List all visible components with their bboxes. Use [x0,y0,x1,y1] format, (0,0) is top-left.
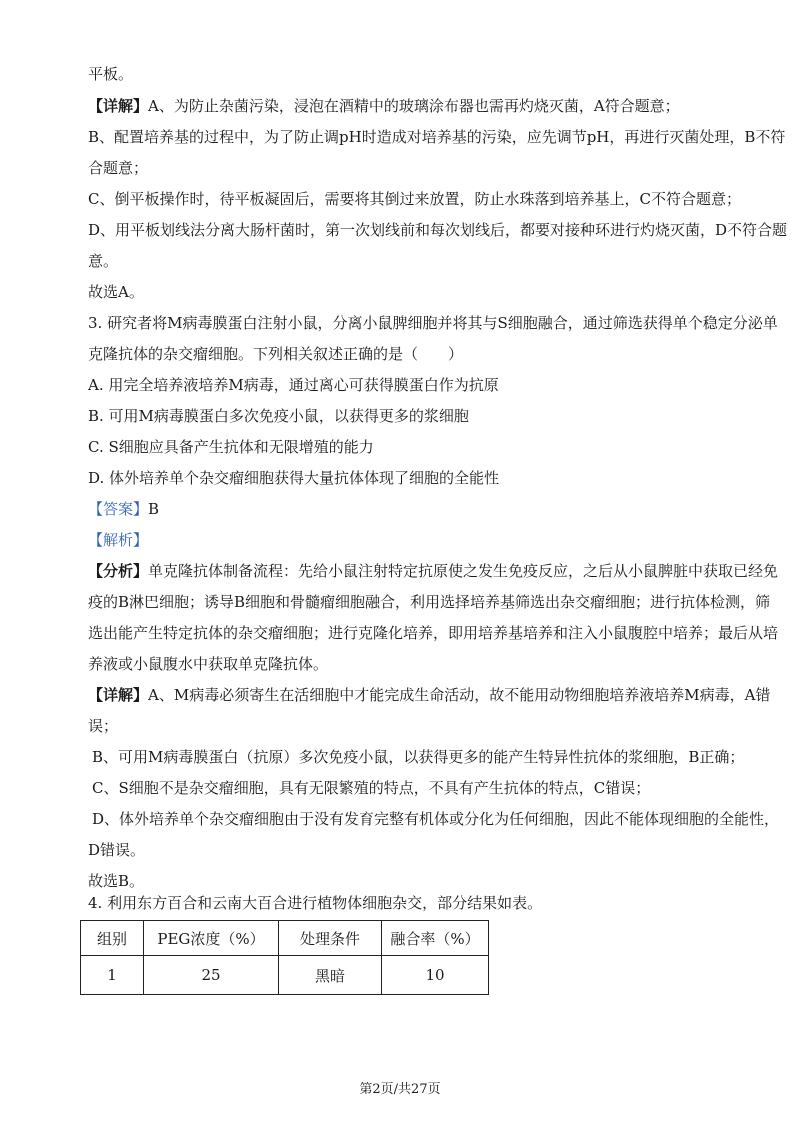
answer-tag: 【答案】 [88,500,149,518]
text-line: C、倒平板操作时，待平板凝固后，需要将其倒过来放置，防止水珠落到培养基上，C不符合题意； [88,190,741,208]
text-line: 平板。 [88,65,134,83]
question-3-stem: 克隆抗体的杂交瘤细胞。下列相关叙述正确的是（ ） [88,345,464,363]
table-cell: 10 [382,956,489,995]
text-line: 选出能产生特定抗体的杂交瘤细胞；进行克隆化培养，即用培养基培养和注入小鼠腹腔中培养；最后从培 [88,624,779,642]
table-cell: 1 [81,956,144,995]
text-line: 故选A。 [88,283,144,301]
page-footer: 第2页/共27页 [359,1082,441,1097]
fenxi-tag: 【分析】 [88,562,149,580]
table-header-cell: 处理条件 [279,921,382,956]
detail-tag: 【详解】 [88,97,149,115]
text-span: A、M病毒必须寄生在活细胞中才能完成生命活动，故不能用动物细胞培养液培养M病毒，A错 [148,686,771,704]
option-c: C. S细胞应具备产生抗体和无限增殖的能力 [88,438,374,456]
text-line: 故选B。 [88,872,145,890]
text-line: D、用平板划线法分离大肠杆菌时，第一次划线前和每次划线后，都要对接种环进行灼烧灭菌，D不符合题 [88,221,788,239]
text-span: A、为防止杂菌污染，浸泡在酒精中的玻璃涂布器也需再灼烧灭菌，A符合题意； [148,97,680,115]
option-a: A. 用完全培养液培养M病毒，通过离心可获得膜蛋白作为抗原 [88,376,499,394]
text-line: 合题意； [88,159,149,177]
answer-value: B [148,500,160,518]
text-line [88,96,680,116]
table-row [81,956,489,995]
text-line: B、可用M病毒膜蛋白（抗原）多次免疫小鼠，以获得更多的能产生特异性抗体的浆细胞，B正确； [92,748,745,766]
text-line: 意。 [88,252,119,270]
text-line: D错误。 [88,841,146,859]
question-4-stem: 4. 利用东方百合和云南大百合进行植物体细胞杂交，部分结果如表。 [88,894,543,912]
table-header-row [81,921,489,956]
table-cell: 25 [144,956,279,995]
text-line: 养液或小鼠腹水中获取单克隆抗体。 [88,655,329,673]
question-3-stem: 3. 研究者将M病毒膜蛋白注射小鼠，分离小鼠脾细胞并将其与S细胞融合，通过筛选获得单个稳定分泌单 [88,314,778,332]
answer-line [88,499,159,519]
analysis-tag: 【解析】 [88,531,149,549]
text-line: 疫的B淋巴细胞；诱导B细胞和骨髓瘤细胞融合，利用选择培养基筛选出杂交瘤细胞；进行抗体检测，筛 [88,593,771,611]
text-line [88,685,770,705]
text-line: C、S细胞不是杂交瘤细胞，具有无限繁殖的特点，不具有产生抗体的特点，C错误； [92,779,651,797]
table-header-cell: PEG浓度（%） [144,921,279,956]
text-line [88,561,778,581]
text-line: B、配置培养基的过程中，为了防止调pH时造成对培养基的污染，应先调节pH，再进行灭菌处理，B不符 [88,128,786,146]
detail-tag: 【详解】 [88,686,149,704]
table-header-cell: 融合率（%） [382,921,489,956]
text-line: D、体外培养单个杂交瘤细胞由于没有发育完整有机体或分化为任何细胞，因此不能体现细胞的全能性， [92,810,780,828]
text-span: 单克隆抗体制备流程：先给小鼠注射特定抗原使之发生免疫反应，之后从小鼠脾脏中获取已经免 [148,562,779,580]
option-b: B. 可用M病毒膜蛋白多次免疫小鼠，以获得更多的浆细胞 [88,407,469,425]
table-header-cell: 组别 [81,921,144,956]
text-line: 误； [88,717,119,735]
results-table [80,920,489,995]
table-cell: 黑暗 [279,956,382,995]
option-d: D. 体外培养单个杂交瘤细胞获得大量抗体体现了细胞的全能性 [88,469,500,487]
